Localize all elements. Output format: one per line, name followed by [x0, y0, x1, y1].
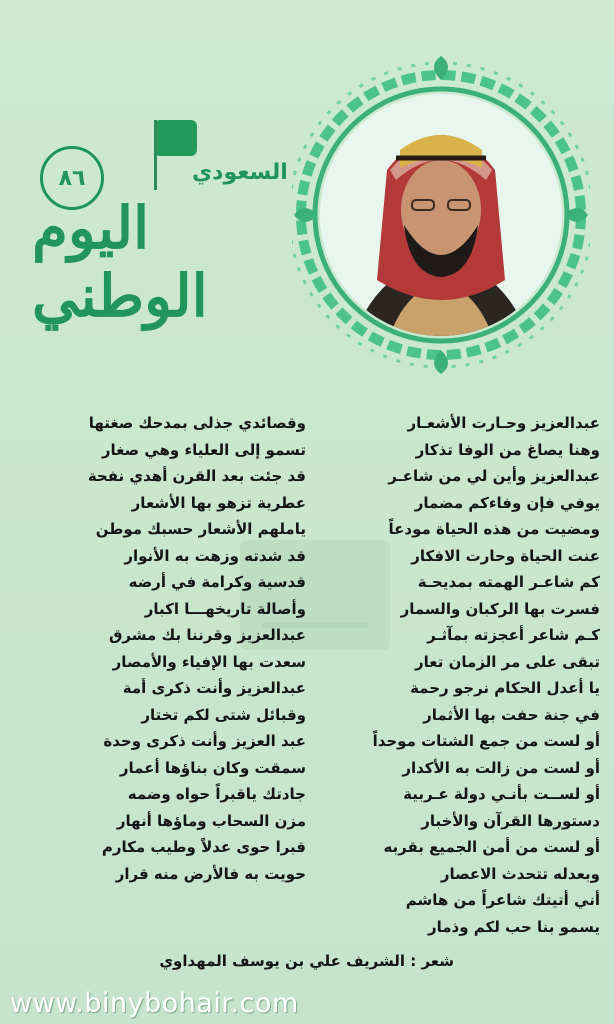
poem-line: وقصائدي جذلى بمدحك صغتها: [88, 414, 306, 432]
poem-line: قد شدته وزهت به الأنوار: [124, 546, 306, 565]
poem-line: أو لســت بأنـي دولة عـربية: [403, 785, 600, 803]
poem-line: وقبائل شتى لكم تختار: [141, 705, 306, 724]
national-day-logo: [22, 120, 292, 330]
poem-line: قبرا حوى عدلاً وطيب مكارم: [101, 838, 306, 856]
poem-line: تبقى على مر الزمان تعار: [415, 652, 600, 671]
logo-title: اليوم الوطني: [32, 194, 208, 330]
poem-line: وهنا يصاغ من الوفا تذكار: [415, 440, 600, 459]
poem-line: كم شاعـر الهمته بمديحـة: [417, 573, 600, 591]
poem-line: تسمو إلى العلياء وهي صغار: [101, 440, 306, 459]
poem-line: ومضيت من هذه الحياة مودعاً: [388, 520, 600, 538]
poem-line: حويت به فالأرض منه قرار: [115, 864, 306, 883]
poet-credit: شعر : الشريف علي بن يوسف المهداوي: [159, 952, 454, 970]
poem-line: عبد العزيز وأنت ذكرى وحدة: [103, 732, 306, 750]
saudi-flag-icon: [157, 120, 197, 156]
poem-line: أو لست من جمع الشتات موحداً: [372, 732, 600, 750]
poem-line: يا أعدل الحكام نرجو رحمة: [410, 679, 600, 697]
poem-line: سمقت وكان بناؤها أعمار: [119, 758, 306, 777]
poem-left-column: [14, 410, 306, 887]
poem-line: يسمو بنا حب لكم وذمار: [427, 917, 600, 936]
poem-line: أني أتيتك شاعراً من هاشم: [405, 891, 600, 909]
poem-line: عبدالعزيز وأنت ذكرى أمة: [122, 679, 306, 697]
poem-right-column: [308, 410, 600, 940]
portrait-frame: [292, 50, 590, 380]
poem-line: عنت الحياة وحارت الافكار: [411, 546, 600, 565]
poem-line: عبدالعزيز وأين لي من شاعـر: [388, 467, 600, 485]
logo-number: ٨٦: [40, 146, 104, 210]
website-watermark: www.binybohair.com: [10, 988, 299, 1019]
poem-line: سعدت بها الإفياء والأمصار: [112, 652, 306, 671]
poem-line: في جنة حفت بها الأثمار: [423, 705, 600, 724]
poem-line: قدسية وكرامة في أرضه: [128, 573, 306, 591]
poem-line: دستورها القرآن والأخبار: [421, 811, 600, 830]
poem-line: جادتك ياقبراً حواه وضمه: [127, 785, 306, 803]
logo-subtitle: السعودي: [192, 160, 288, 185]
poem-line: عبدالعزيز وحـارت الأشعـار: [407, 414, 600, 432]
poem-line: أو لست من أمن الجميع بقربه: [383, 838, 600, 856]
poem-body: [14, 410, 600, 940]
poem-line: قد جئت بعد القرن أهدي نفحة: [87, 467, 306, 485]
poem-line: ياملهم الأشعار حسبك موطن: [95, 520, 306, 538]
poem-line: مزن السحاب وماؤها أنهار: [116, 811, 306, 830]
poem-line: كـم شاعر أعجزته بمآثـر: [427, 626, 600, 644]
poem-line: عبدالعزيز وقرننا بك مشرق: [109, 626, 306, 644]
poem-line: وأصالة تاريخهـــا اكبار: [144, 599, 306, 618]
ornamental-frame-icon: [292, 50, 590, 380]
header: [0, 0, 614, 380]
poem-line: فسرت بها الركبان والسمار: [400, 599, 600, 618]
poem-line: عطرية تزهو بها الأشعار: [131, 493, 306, 512]
poem-line: أو لست من زالت به الأكدار: [402, 758, 600, 777]
poem-line: وبعدله تتحدث الاعصار: [440, 864, 600, 883]
poem-line: يوفي فإن وفاءكم مضمار: [414, 493, 600, 512]
